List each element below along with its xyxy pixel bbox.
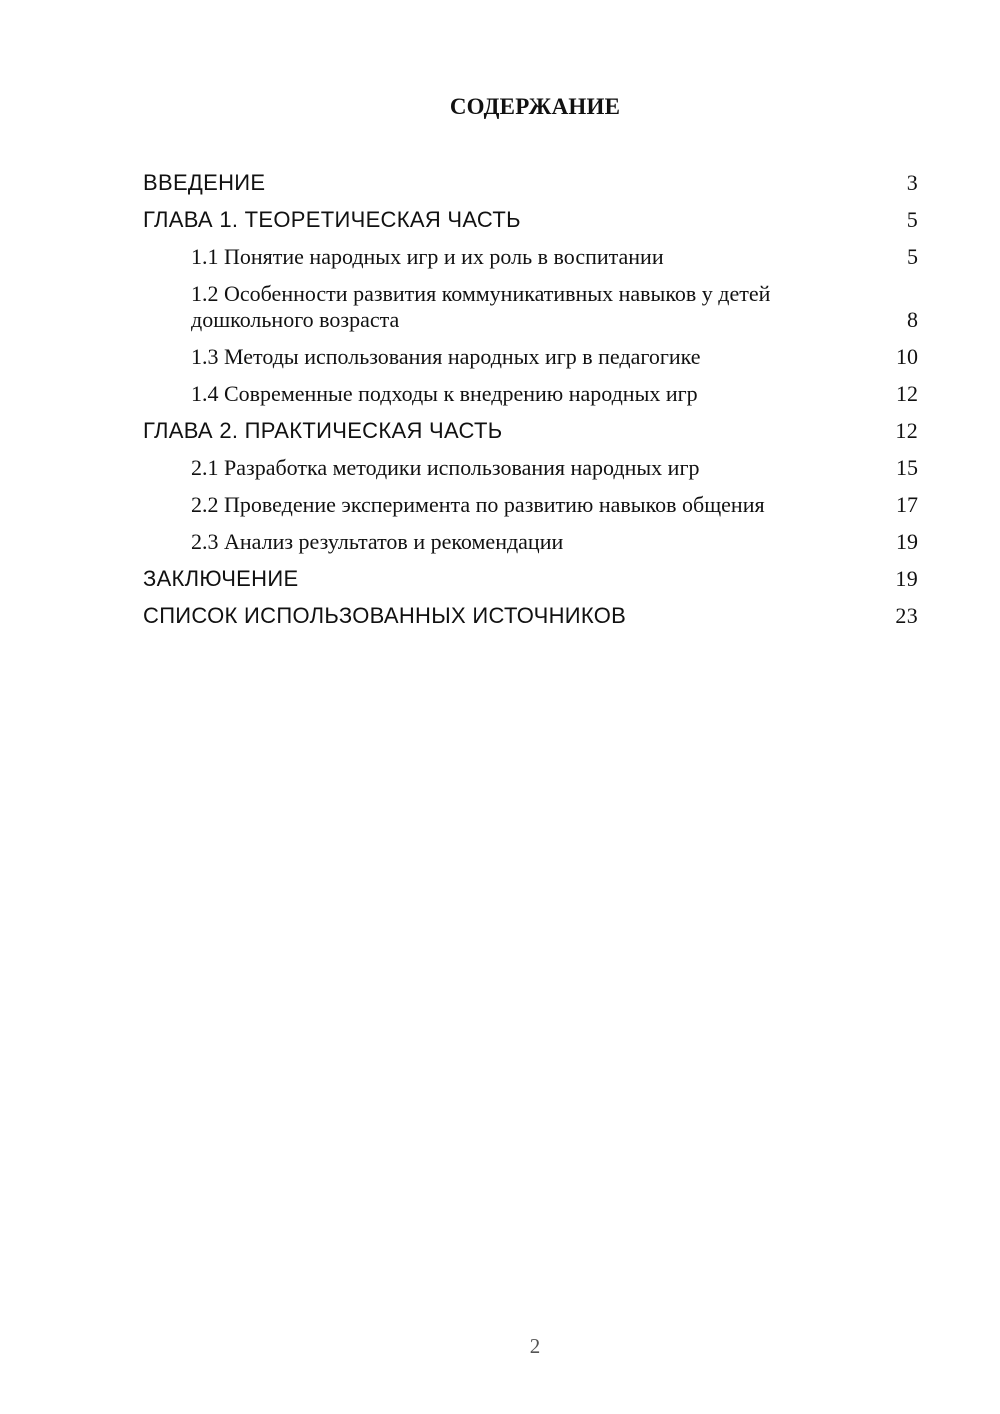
- toc-title: СОДЕРЖАНИЕ: [449, 94, 621, 119]
- toc-entry-label: 1.3 Методы использования народных игр в педагогике: [191, 344, 701, 369]
- toc-entry-page: 23: [895, 603, 918, 628]
- toc-entry-label: ВВЕДЕНИЕ: [143, 170, 266, 195]
- toc-entry-page: 19: [896, 529, 918, 554]
- toc-entry[interactable]: [143, 455, 918, 481]
- toc-entry-page: 19: [895, 566, 918, 591]
- toc-entry[interactable]: [143, 207, 918, 233]
- toc-entry[interactable]: [143, 381, 918, 407]
- toc-entry-label: 1.1 Понятие народных игр и их роль в воспитании: [191, 244, 664, 269]
- toc-entry-page: 5: [907, 244, 918, 269]
- toc-entry-label: ГЛАВА 2. ПРАКТИЧЕСКАЯ ЧАСТЬ: [143, 418, 503, 443]
- toc-entry-label: 1.2 Особенности развития коммуникативных навыков у детей дошкольного возраста: [191, 281, 771, 332]
- toc-entry-page: 5: [906, 207, 918, 232]
- toc-entry-label: СПИСОК ИСПОЛЬЗОВАННЫХ ИСТОЧНИКОВ: [143, 603, 627, 628]
- page-number: 2: [529, 1334, 541, 1358]
- toc-entry[interactable]: [143, 344, 918, 370]
- toc-entry-page: 17: [896, 492, 918, 517]
- toc-entry-page: 15: [896, 455, 918, 480]
- toc-entry[interactable]: [143, 529, 918, 555]
- toc-entry-page: 12: [895, 418, 918, 443]
- toc-entry-label: 2.3 Анализ результатов и рекомендации: [191, 529, 564, 554]
- toc-entry-label: ЗАКЛЮЧЕНИЕ: [143, 566, 299, 591]
- toc-entry[interactable]: [143, 244, 918, 270]
- toc-entry[interactable]: [143, 281, 918, 333]
- toc-entry-page: 3: [906, 170, 918, 195]
- toc-entry-label: 2.2 Проведение эксперимента по развитию навыков общения: [191, 492, 765, 517]
- toc-entry[interactable]: [143, 170, 918, 196]
- toc-entry-page: 8: [907, 307, 918, 332]
- toc-entry[interactable]: [143, 566, 918, 592]
- table-of-contents: [143, 170, 918, 640]
- toc-entry-page: 12: [896, 381, 918, 406]
- toc-entry[interactable]: [143, 603, 918, 629]
- toc-entry[interactable]: [143, 492, 918, 518]
- toc-entry-label: 2.1 Разработка методики использования народных игр: [191, 455, 700, 480]
- toc-entry-page: 10: [896, 344, 918, 369]
- toc-entry-label: 1.4 Современные подходы к внедрению народных игр: [191, 381, 698, 406]
- toc-entry[interactable]: [143, 418, 918, 444]
- toc-entry-label: ГЛАВА 1. ТЕОРЕТИЧЕСКАЯ ЧАСТЬ: [143, 207, 521, 232]
